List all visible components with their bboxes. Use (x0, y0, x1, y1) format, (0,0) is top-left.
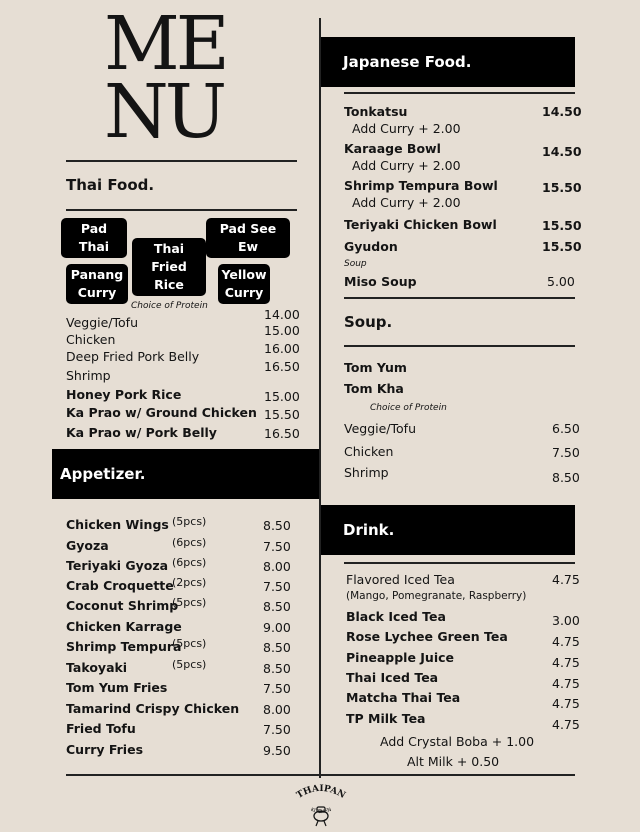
protein-price: 16.00 (264, 341, 300, 356)
tag-thai-fried-rice: Thai Fried Rice (132, 238, 206, 296)
soup-protein-chicken: Chicken (344, 444, 394, 459)
addon-crystal-boba: Add Crystal Boba + 1.00 (380, 734, 535, 749)
appetizer-item-name: Curry Fries (66, 742, 144, 757)
tag-pad-see-ew: Pad See Ew (206, 218, 290, 258)
drink-heading-bar (321, 505, 575, 555)
appetizer-item-price: 8.50 (263, 640, 291, 655)
protein-pork-belly: Deep Fried Pork Belly (66, 349, 200, 364)
logo-graphic (286, 782, 356, 828)
divider (66, 209, 297, 211)
divider (344, 92, 575, 94)
divider (344, 297, 575, 299)
soup-price: 7.50 (552, 445, 580, 460)
drink-item-price: 3.00 (552, 613, 580, 628)
protein-price: 15.00 (264, 323, 300, 338)
appetizer-item-count: (5pcs) (172, 658, 207, 671)
drink-item-price: 4.75 (552, 676, 580, 691)
appetizer-item-count: (5pcs) (172, 515, 207, 528)
tag-panang-curry: Panang Curry (66, 264, 128, 304)
menu-title (104, 1, 234, 155)
protein-shrimp: Shrimp (66, 368, 111, 383)
tag-pad-thai: Pad Thai (61, 218, 127, 258)
appetizer-item-name: Takoyaki (66, 660, 128, 675)
drink-flavors: (Mango, Pomegranate, Raspberry) (346, 590, 527, 602)
menu-title-line2: NU (104, 69, 224, 155)
item-miso-soup: Miso Soup (344, 274, 417, 289)
japanese-item-name: Tonkatsu (344, 104, 408, 119)
drink-heading: Drink. (343, 521, 395, 539)
appetizer-item-count: (5pcs) (172, 596, 207, 609)
menu-title-line1: ME (104, 1, 226, 87)
japanese-item-name: Gyudon (344, 239, 398, 254)
appetizer-item-name: Crab Croquette (66, 578, 174, 593)
appetizer-heading-bar (52, 449, 320, 499)
protein-veggie-tofu: Veggie/Tofu (66, 315, 138, 330)
appetizer-item-name: Shrimp Tempura (66, 639, 182, 654)
item-price: 15.00 (264, 389, 300, 404)
thai-food-heading: Thai Food. (66, 176, 155, 194)
appetizer-item-price: 9.50 (263, 743, 291, 758)
item-ka-prao-pork-belly: Ka Prao w/ Pork Belly (66, 425, 217, 440)
appetizer-item-count: (6pcs) (172, 556, 207, 569)
item-price: 16.50 (264, 426, 300, 441)
choice-of-protein-note: Choice of Protein (131, 301, 208, 311)
japanese-item-name: Shrimp Tempura Bowl (344, 178, 498, 193)
japanese-item-name: Teriyaki Chicken Bowl (344, 217, 497, 232)
appetizer-item-price: 8.00 (263, 559, 291, 574)
appetizer-item-price: 8.50 (263, 599, 291, 614)
appetizer-item-price: 7.50 (263, 722, 291, 737)
drink-item-name: Rose Lychee Green Tea (346, 629, 508, 644)
japanese-item-addon: Add Curry + 2.00 (352, 121, 461, 136)
japanese-heading-bar (321, 37, 575, 87)
japanese-item-price: 15.50 (542, 180, 582, 195)
japanese-item-price: 15.50 (542, 239, 582, 254)
drink-item-price: 4.75 (552, 696, 580, 711)
protein-price: 16.50 (264, 359, 300, 374)
japanese-item-addon: Add Curry + 2.00 (352, 195, 461, 210)
item-ka-prao-ground-chicken: Ka Prao w/ Ground Chicken (66, 405, 257, 420)
japanese-item-price: 14.50 (542, 104, 582, 119)
appetizer-item-name: Tom Yum Fries (66, 680, 168, 695)
appetizer-item-price: 8.00 (263, 702, 291, 717)
protein-chicken: Chicken (66, 332, 116, 347)
soup-heading: Soup. (344, 313, 393, 331)
drink-item-name: TP Milk Tea (346, 711, 426, 726)
addon-alt-milk: Alt Milk + 0.50 (407, 754, 500, 769)
appetizer-item-count: (5pcs) (172, 637, 207, 650)
appetizer-item-count: (2pcs) (172, 576, 207, 589)
tag-yellow-curry: Yellow Curry (218, 264, 270, 304)
appetizer-item-price: 7.50 (263, 579, 291, 594)
appetizer-item-name: Chicken Karrage (66, 619, 182, 634)
soup-protein-veggie: Veggie/Tofu (344, 421, 416, 436)
appetizer-item-name: Coconut Shrimp (66, 598, 179, 613)
drink-item-name: Matcha Thai Tea (346, 690, 461, 705)
japanese-item-price: 15.50 (542, 218, 582, 233)
appetizer-item-name: Teriyaki Gyoza (66, 558, 169, 573)
appetizer-item-price: 8.50 (263, 518, 291, 533)
column-divider (319, 18, 321, 778)
appetizer-item-price: 7.50 (263, 539, 291, 554)
appetizer-item-price: 9.00 (263, 620, 291, 635)
appetizer-item-price: 7.50 (263, 681, 291, 696)
drink-item-price: 4.75 (552, 655, 580, 670)
appetizer-item-name: Tamarind Crispy Chicken (66, 701, 240, 716)
appetizer-item-name: Chicken Wings (66, 517, 169, 532)
logo-wordmark: THAIPAN (295, 783, 347, 801)
soup-protein-shrimp: Shrimp (344, 465, 389, 480)
footer-divider (66, 774, 575, 776)
drink-item-name: Black Iced Tea (346, 609, 446, 624)
logo-subtext: KITCHEN (309, 807, 333, 816)
divider (344, 562, 575, 564)
appetizer-item-count: (6pcs) (172, 536, 207, 549)
drink-item-price: 4.75 (552, 717, 580, 732)
appetizer-item-price: 8.50 (263, 661, 291, 676)
divider (344, 345, 575, 347)
drink-item-name: Thai Iced Tea (346, 670, 439, 685)
soup-tom-yum: Tom Yum (344, 360, 407, 375)
item-honey-pork-rice: Honey Pork Rice (66, 387, 182, 402)
drink-flavored-iced-tea: Flavored Iced Tea (346, 572, 455, 587)
divider (66, 160, 297, 162)
soup-note: Soup (344, 259, 367, 269)
drink-item-price: 4.75 (552, 572, 580, 587)
item-price: 5.00 (547, 274, 575, 289)
appetizer-heading: Appetizer. (60, 465, 146, 483)
thaipan-logo (286, 782, 356, 828)
japanese-heading: Japanese Food. (343, 53, 472, 71)
item-price: 15.50 (264, 407, 300, 422)
soup-price: 8.50 (552, 470, 580, 485)
soup-protein-note: Choice of Protein (370, 403, 447, 413)
appetizer-item-name: Gyoza (66, 538, 109, 553)
drink-item-price: 4.75 (552, 634, 580, 649)
protein-price: 14.00 (264, 307, 300, 322)
drink-item-name: Pineapple Juice (346, 650, 454, 665)
soup-price: 6.50 (552, 421, 580, 436)
soup-tom-kha: Tom Kha (344, 381, 404, 396)
appetizer-item-name: Fried Tofu (66, 721, 136, 736)
japanese-item-name: Karaage Bowl (344, 141, 441, 156)
japanese-item-price: 14.50 (542, 144, 582, 159)
japanese-item-addon: Add Curry + 2.00 (352, 158, 461, 173)
